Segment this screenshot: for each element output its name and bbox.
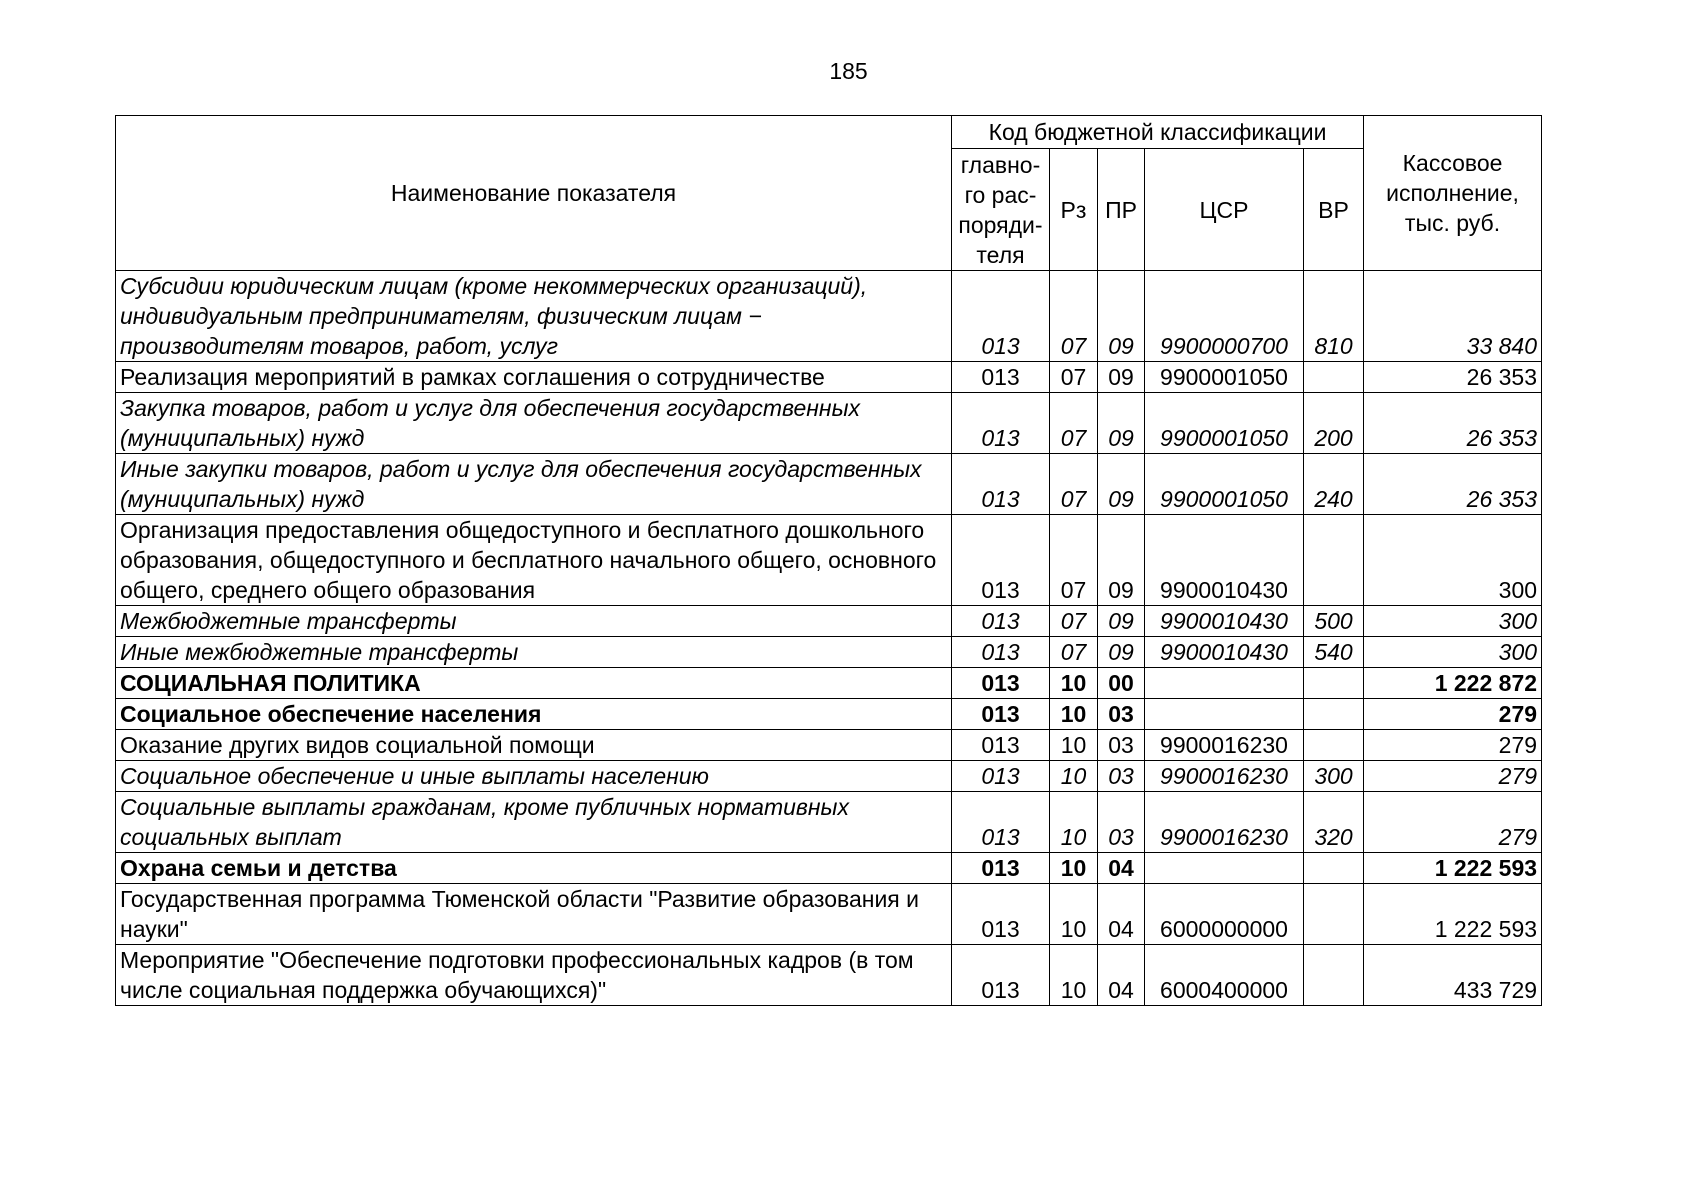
cell-gr: 013 bbox=[952, 454, 1050, 515]
table-row bbox=[116, 515, 1542, 606]
cell-pr: 09 bbox=[1098, 606, 1145, 637]
cell-name: Социальные выплаты гражданам, кроме публичных нормативных социальных выплат bbox=[116, 792, 952, 853]
cell-gr: 013 bbox=[952, 761, 1050, 792]
cell-amount: 33 840 bbox=[1364, 271, 1542, 362]
cell-gr: 013 bbox=[952, 884, 1050, 945]
cell-name: Иные закупки товаров, работ и услуг для обеспечения государственных (муниципальных) нужд bbox=[116, 454, 952, 515]
cell-rz: 10 bbox=[1050, 853, 1098, 884]
cell-name: Иные межбюджетные трансферты bbox=[116, 637, 952, 668]
cell-vr bbox=[1304, 853, 1364, 884]
cell-csr bbox=[1145, 668, 1304, 699]
cell-vr: 540 bbox=[1304, 637, 1364, 668]
cell-name: Реализация мероприятий в рамках соглашения о сотрудничестве bbox=[116, 362, 952, 393]
cell-gr: 013 bbox=[952, 792, 1050, 853]
cell-csr: 9900001050 bbox=[1145, 393, 1304, 454]
cell-vr bbox=[1304, 945, 1364, 1006]
header-csr: ЦСР bbox=[1145, 149, 1304, 271]
cell-csr: 9900016230 bbox=[1145, 792, 1304, 853]
cell-pr: 03 bbox=[1098, 699, 1145, 730]
cell-rz: 10 bbox=[1050, 730, 1098, 761]
cell-rz: 07 bbox=[1050, 606, 1098, 637]
cell-rz: 07 bbox=[1050, 362, 1098, 393]
cell-gr: 013 bbox=[952, 730, 1050, 761]
cell-pr: 03 bbox=[1098, 730, 1145, 761]
cell-pr: 09 bbox=[1098, 515, 1145, 606]
table-row bbox=[116, 271, 1542, 362]
cell-name: Межбюджетные трансферты bbox=[116, 606, 952, 637]
cell-vr: 810 bbox=[1304, 271, 1364, 362]
table-row bbox=[116, 730, 1542, 761]
budget-table bbox=[115, 115, 1542, 1006]
table-body bbox=[116, 271, 1542, 1006]
cell-vr bbox=[1304, 515, 1364, 606]
cell-name: Организация предоставления общедоступного и бесплатного дошкольного образования, общедоступного и бесплатного начального общего, основного общего, среднего общего образования bbox=[116, 515, 952, 606]
table-row bbox=[116, 761, 1542, 792]
cell-amount: 300 bbox=[1364, 606, 1542, 637]
cell-rz: 10 bbox=[1050, 884, 1098, 945]
cell-pr: 09 bbox=[1098, 454, 1145, 515]
cell-amount: 279 bbox=[1364, 792, 1542, 853]
table-row bbox=[116, 393, 1542, 454]
cell-vr bbox=[1304, 362, 1364, 393]
cell-vr bbox=[1304, 668, 1364, 699]
table-row bbox=[116, 606, 1542, 637]
cell-amount: 1 222 593 bbox=[1364, 884, 1542, 945]
cell-pr: 09 bbox=[1098, 637, 1145, 668]
cell-rz: 10 bbox=[1050, 668, 1098, 699]
table-row bbox=[116, 699, 1542, 730]
cell-pr: 04 bbox=[1098, 945, 1145, 1006]
cell-amount: 26 353 bbox=[1364, 362, 1542, 393]
cell-pr: 03 bbox=[1098, 792, 1145, 853]
table-row bbox=[116, 945, 1542, 1006]
table-header bbox=[116, 116, 1542, 271]
cell-csr: 9900000700 bbox=[1145, 271, 1304, 362]
cell-csr: 6000000000 bbox=[1145, 884, 1304, 945]
cell-name: Охрана семьи и детства bbox=[116, 853, 952, 884]
cell-pr: 09 bbox=[1098, 393, 1145, 454]
cell-csr: 9900016230 bbox=[1145, 730, 1304, 761]
cell-name: Субсидии юридическим лицам (кроме некоммерческих организаций), индивидуальным предпринимателям, физическим лицам − производителям товаров, работ, услуг bbox=[116, 271, 952, 362]
cell-rz: 07 bbox=[1050, 515, 1098, 606]
table-row bbox=[116, 853, 1542, 884]
cell-rz: 07 bbox=[1050, 393, 1098, 454]
header-pr: ПР bbox=[1098, 149, 1145, 271]
cell-csr: 9900016230 bbox=[1145, 761, 1304, 792]
cell-vr: 300 bbox=[1304, 761, 1364, 792]
header-gr: главно-го рас-поряди-теля bbox=[952, 149, 1050, 271]
table-row bbox=[116, 792, 1542, 853]
cell-amount: 26 353 bbox=[1364, 454, 1542, 515]
cell-gr: 013 bbox=[952, 271, 1050, 362]
cell-amount: 279 bbox=[1364, 730, 1542, 761]
cell-name: Государственная программа Тюменской области "Развитие образования и науки" bbox=[116, 884, 952, 945]
cell-name: СОЦИАЛЬНАЯ ПОЛИТИКА bbox=[116, 668, 952, 699]
cell-amount: 1 222 593 bbox=[1364, 853, 1542, 884]
cell-gr: 013 bbox=[952, 699, 1050, 730]
cell-csr: 9900001050 bbox=[1145, 362, 1304, 393]
cell-pr: 03 bbox=[1098, 761, 1145, 792]
cell-vr: 240 bbox=[1304, 454, 1364, 515]
cell-rz: 07 bbox=[1050, 271, 1098, 362]
cell-gr: 013 bbox=[952, 853, 1050, 884]
cell-rz: 10 bbox=[1050, 761, 1098, 792]
page-number: 185 bbox=[829, 58, 868, 84]
cell-amount: 300 bbox=[1364, 637, 1542, 668]
cell-gr: 013 bbox=[952, 515, 1050, 606]
cell-vr: 200 bbox=[1304, 393, 1364, 454]
table-row bbox=[116, 362, 1542, 393]
cell-gr: 013 bbox=[952, 637, 1050, 668]
cell-vr: 500 bbox=[1304, 606, 1364, 637]
table-row bbox=[116, 884, 1542, 945]
cell-gr: 013 bbox=[952, 606, 1050, 637]
cell-csr bbox=[1145, 853, 1304, 884]
cell-name: Социальное обеспечение населения bbox=[116, 699, 952, 730]
header-execution: Кассовое исполнение, тыс. руб. bbox=[1364, 116, 1542, 271]
cell-name: Социальное обеспечение и иные выплаты населению bbox=[116, 761, 952, 792]
cell-amount: 300 bbox=[1364, 515, 1542, 606]
cell-vr: 320 bbox=[1304, 792, 1364, 853]
cell-pr: 04 bbox=[1098, 884, 1145, 945]
cell-csr bbox=[1145, 699, 1304, 730]
cell-gr: 013 bbox=[952, 393, 1050, 454]
cell-amount: 433 729 bbox=[1364, 945, 1542, 1006]
cell-vr bbox=[1304, 884, 1364, 945]
cell-name: Мероприятие "Обеспечение подготовки профессиональных кадров (в том числе социальная поддержка обучающихся)" bbox=[116, 945, 952, 1006]
cell-rz: 07 bbox=[1050, 637, 1098, 668]
cell-rz: 10 bbox=[1050, 792, 1098, 853]
cell-pr: 00 bbox=[1098, 668, 1145, 699]
header-vr: ВР bbox=[1304, 149, 1364, 271]
cell-amount: 279 bbox=[1364, 761, 1542, 792]
cell-gr: 013 bbox=[952, 668, 1050, 699]
cell-vr bbox=[1304, 699, 1364, 730]
cell-gr: 013 bbox=[952, 362, 1050, 393]
cell-csr: 9900010430 bbox=[1145, 637, 1304, 668]
cell-amount: 26 353 bbox=[1364, 393, 1542, 454]
header-rz: Рз bbox=[1050, 149, 1098, 271]
header-code-group: Код бюджетной классификации bbox=[952, 116, 1364, 149]
cell-rz: 10 bbox=[1050, 945, 1098, 1006]
cell-pr: 04 bbox=[1098, 853, 1145, 884]
cell-csr: 9900001050 bbox=[1145, 454, 1304, 515]
cell-gr: 013 bbox=[952, 945, 1050, 1006]
cell-pr: 09 bbox=[1098, 271, 1145, 362]
table-row bbox=[116, 668, 1542, 699]
cell-amount: 279 bbox=[1364, 699, 1542, 730]
cell-csr: 9900010430 bbox=[1145, 606, 1304, 637]
cell-vr bbox=[1304, 730, 1364, 761]
cell-csr: 9900010430 bbox=[1145, 515, 1304, 606]
table-row bbox=[116, 637, 1542, 668]
cell-rz: 07 bbox=[1050, 454, 1098, 515]
cell-amount: 1 222 872 bbox=[1364, 668, 1542, 699]
cell-rz: 10 bbox=[1050, 699, 1098, 730]
cell-csr: 6000400000 bbox=[1145, 945, 1304, 1006]
cell-pr: 09 bbox=[1098, 362, 1145, 393]
header-name: Наименование показателя bbox=[116, 116, 952, 271]
cell-name: Оказание других видов социальной помощи bbox=[116, 730, 952, 761]
cell-name: Закупка товаров, работ и услуг для обеспечения государственных (муниципальных) нужд bbox=[116, 393, 952, 454]
table-row bbox=[116, 454, 1542, 515]
